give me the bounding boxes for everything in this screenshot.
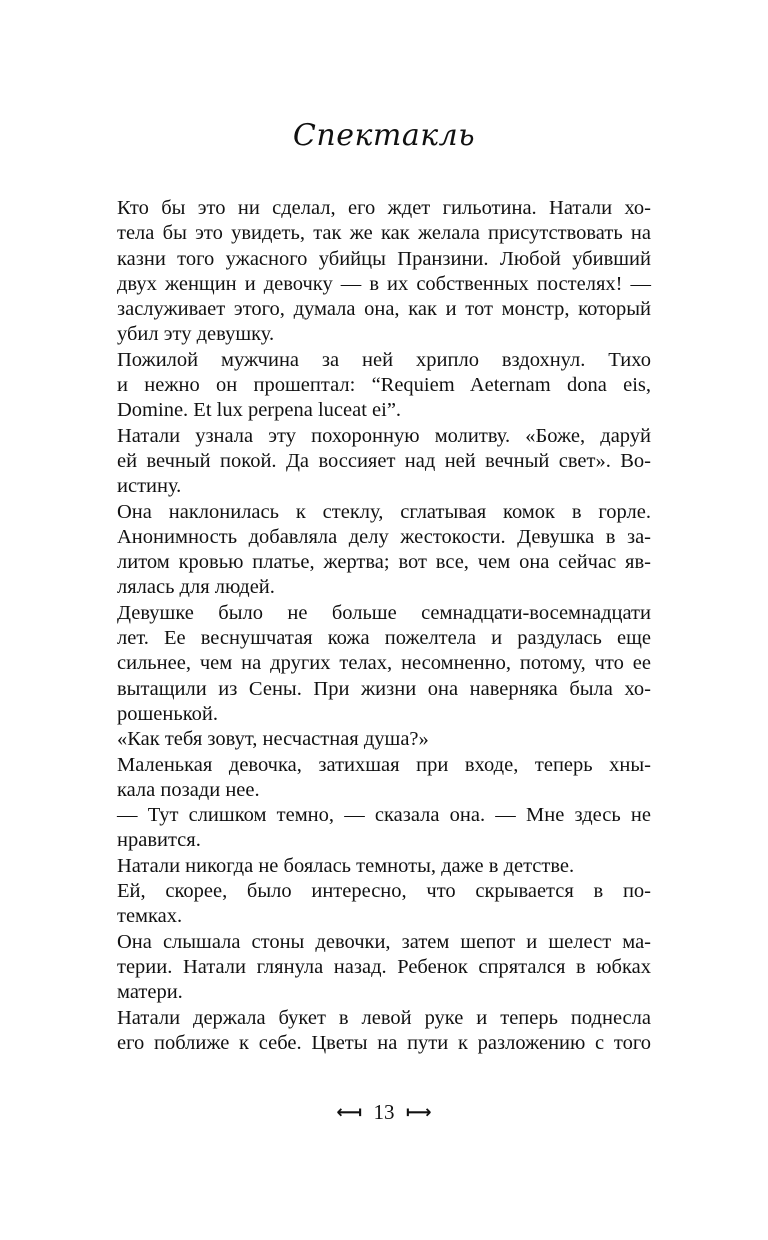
text-line: заслуживает этого, думала она, как и тот монстр, который: [117, 298, 651, 321]
text-line: Она слышала стоны девочки, затем шепот и шелест ма-: [117, 930, 651, 953]
text-line: Ей, скорее, было интересно, что скрывается в по-: [117, 880, 651, 903]
text-line: ей вечный покой. Да воссияет над ней вечный свет». Во-: [117, 449, 651, 472]
text-line: Кто бы это ни сделал, его ждет гильотина. Натали хо-: [117, 197, 651, 219]
text-line: Domine. Et lux perpena luceat ei”.: [117, 399, 402, 422]
text-line: истину.: [117, 475, 182, 498]
text-line: кала позади нее.: [117, 778, 260, 801]
body-text: [117, 196, 651, 1056]
paragraph: [117, 348, 651, 424]
page-number: 13: [373, 1100, 395, 1124]
paragraph: [117, 1006, 651, 1057]
text-line: сильнее, чем на других телах, несомненно, потому, что ее: [117, 652, 651, 675]
paragraph: [117, 601, 651, 727]
text-line: вытащили из Сены. При жизни она наверняка была хо-: [117, 677, 651, 700]
paragraph: [117, 879, 651, 930]
paragraph: [117, 854, 651, 879]
text-line: «Как тебя зовут, несчастная душа?»: [117, 728, 429, 751]
text-line: двух женщин и девочку — в их собственных постелях! —: [117, 272, 651, 295]
text-line: Натали держала букет в левой руке и теперь поднесла: [117, 1006, 651, 1029]
text-line: казни того ужасного убийцы Пранзини. Любой убивший: [117, 247, 651, 270]
paragraph: [117, 803, 651, 854]
text-line: Пожилой мужчина за ней хрипло вздохнул. Тихо: [117, 348, 651, 371]
text-line: лялась для людей.: [117, 576, 275, 599]
right-ornament-icon: ⟼: [405, 1102, 432, 1123]
paragraph: [117, 753, 651, 804]
text-line: и нежно он прошептал: “Requiem Aeternam dona eis,: [117, 374, 651, 397]
left-ornament-icon: ⟻: [336, 1102, 363, 1123]
page-folio: [0, 1100, 768, 1125]
text-line: терии. Натали глянула назад. Ребенок спрятался в юбках: [117, 955, 651, 978]
paragraph: [117, 196, 651, 348]
text-line: рошенькой.: [117, 702, 218, 725]
paragraph: [117, 727, 651, 752]
text-line: его поближе к себе. Цветы на пути к разложению с того: [117, 1031, 651, 1054]
paragraph: [117, 930, 651, 1006]
text-line: Натали узнала эту похоронную молитву. «Боже, даруй: [117, 424, 651, 447]
text-line: Натали никогда не боялась темноты, даже в детстве.: [117, 854, 575, 877]
text-line: Девушке было не больше семнадцати-восемнадцати: [117, 601, 651, 624]
text-line: убил эту девушку.: [117, 323, 275, 346]
paragraph: [117, 424, 651, 500]
text-line: литом кровью платье, жертва; вот все, чем она сейчас яв-: [117, 551, 651, 574]
text-line: темках.: [117, 905, 183, 928]
paragraph: [117, 500, 651, 601]
text-line: — Тут слишком темно, — сказала она. — Мне здесь не: [117, 804, 651, 827]
text-line: Анонимность добавляла делу жестокости. Девушка в за-: [117, 525, 651, 548]
text-line: нравится.: [117, 829, 201, 852]
running-title: Спектакль: [292, 118, 476, 153]
text-line: Она наклонилась к стеклу, сглатывая комок в горле.: [117, 500, 651, 523]
text-line: лет. Ее веснушчатая кожа пожелтела и раздулась еще: [117, 627, 651, 650]
text-line: тела бы это увидеть, так же как желала присутствовать на: [117, 222, 651, 245]
text-line: Маленькая девочка, затихшая при входе, теперь хны-: [117, 753, 651, 776]
text-line: матери.: [117, 981, 183, 1004]
